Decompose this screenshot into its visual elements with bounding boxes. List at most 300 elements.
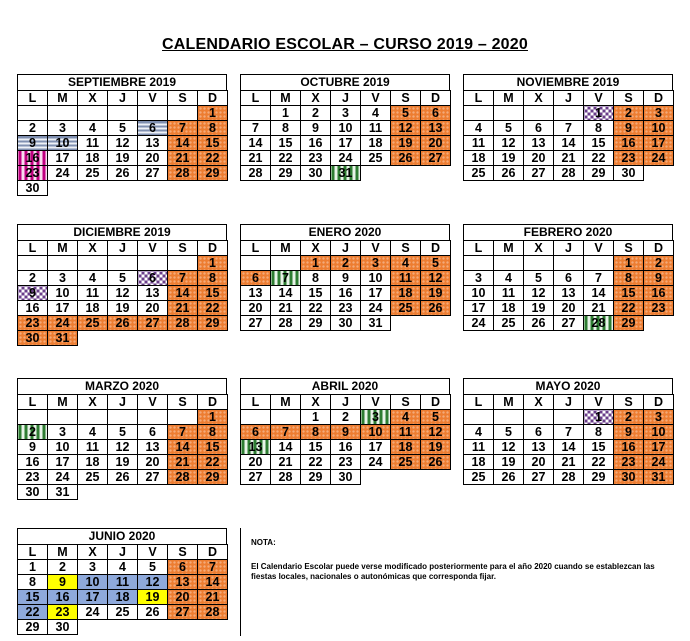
day-cell: 8 xyxy=(584,121,614,136)
day-cell: 2 xyxy=(301,106,331,121)
weekday-header: L xyxy=(241,395,271,410)
day-cell: 10 xyxy=(644,121,674,136)
week-row xyxy=(464,440,674,455)
day-cell: 6 xyxy=(241,271,271,286)
day-cell: 21 xyxy=(554,151,584,166)
day-cell: 23 xyxy=(644,301,674,316)
empty-cell xyxy=(644,316,674,331)
day-cell: 17 xyxy=(464,301,494,316)
day-cell: 11 xyxy=(391,271,421,286)
week-row xyxy=(464,425,674,440)
month-may xyxy=(463,378,673,485)
weekday-header-row xyxy=(464,241,674,256)
month-grid xyxy=(463,90,674,181)
day-cell: 29 xyxy=(198,316,228,331)
day-cell: 13 xyxy=(524,440,554,455)
day-cell: 12 xyxy=(494,440,524,455)
empty-cell xyxy=(421,470,451,485)
weekday-header: J xyxy=(108,241,138,256)
day-cell: 22 xyxy=(271,151,301,166)
day-cell: 17 xyxy=(361,440,391,455)
week-row xyxy=(18,166,228,181)
empty-cell xyxy=(554,106,584,121)
weekday-header: M xyxy=(48,241,78,256)
day-cell: 6 xyxy=(524,425,554,440)
day-cell: 2 xyxy=(18,425,48,440)
weekday-header: X xyxy=(78,545,108,560)
week-row xyxy=(241,316,451,331)
day-cell: 18 xyxy=(78,455,108,470)
empty-cell xyxy=(78,485,108,500)
empty-cell xyxy=(644,166,674,181)
day-cell: 3 xyxy=(644,410,674,425)
day-cell: 27 xyxy=(554,316,584,331)
weekday-header: D xyxy=(421,241,451,256)
weekday-header: V xyxy=(138,241,168,256)
weekday-header-row xyxy=(18,545,228,560)
month-february xyxy=(463,224,673,331)
day-cell: 20 xyxy=(554,301,584,316)
day-cell: 6 xyxy=(241,425,271,440)
day-cell: 5 xyxy=(138,560,168,575)
day-cell: 11 xyxy=(78,136,108,151)
note-divider xyxy=(240,528,241,636)
weekday-header: D xyxy=(644,395,674,410)
day-cell: 26 xyxy=(494,166,524,181)
day-cell: 4 xyxy=(78,271,108,286)
week-row xyxy=(464,470,674,485)
day-cell: 19 xyxy=(108,301,138,316)
day-cell: 18 xyxy=(361,136,391,151)
empty-cell xyxy=(391,316,421,331)
day-cell: 10 xyxy=(48,136,78,151)
day-cell: 4 xyxy=(391,410,421,425)
month-april xyxy=(240,378,450,485)
weekday-header-row xyxy=(241,241,451,256)
day-cell: 18 xyxy=(78,151,108,166)
day-cell: 12 xyxy=(524,286,554,301)
empty-cell xyxy=(584,256,614,271)
empty-cell xyxy=(391,166,421,181)
empty-cell xyxy=(108,485,138,500)
day-cell: 4 xyxy=(464,425,494,440)
day-cell: 20 xyxy=(138,301,168,316)
empty-cell xyxy=(198,485,228,500)
day-cell: 9 xyxy=(48,575,78,590)
day-cell: 10 xyxy=(361,271,391,286)
empty-cell xyxy=(494,106,524,121)
day-cell: 18 xyxy=(464,455,494,470)
day-cell: 5 xyxy=(108,121,138,136)
day-cell: 24 xyxy=(644,455,674,470)
month-title: FEBRERO 2020 xyxy=(463,224,673,240)
weekday-header: X xyxy=(301,395,331,410)
day-cell: 22 xyxy=(18,605,48,620)
empty-cell xyxy=(108,331,138,346)
weekday-header: S xyxy=(614,241,644,256)
week-row xyxy=(241,301,451,316)
day-cell: 20 xyxy=(421,136,451,151)
day-cell: 10 xyxy=(331,121,361,136)
day-cell: 8 xyxy=(584,425,614,440)
day-cell: 2 xyxy=(18,121,48,136)
day-cell: 9 xyxy=(18,286,48,301)
day-cell: 24 xyxy=(644,151,674,166)
month-title: ENERO 2020 xyxy=(240,224,450,240)
day-cell: 3 xyxy=(48,121,78,136)
day-cell: 27 xyxy=(421,151,451,166)
empty-cell xyxy=(271,256,301,271)
day-cell: 30 xyxy=(18,181,48,196)
day-cell: 31 xyxy=(331,166,361,181)
day-cell: 23 xyxy=(331,301,361,316)
weekday-header: X xyxy=(78,395,108,410)
day-cell: 18 xyxy=(391,286,421,301)
empty-cell xyxy=(494,410,524,425)
day-cell: 27 xyxy=(138,166,168,181)
day-cell: 16 xyxy=(614,136,644,151)
day-cell: 28 xyxy=(168,166,198,181)
empty-cell xyxy=(168,256,198,271)
week-row xyxy=(18,410,228,425)
day-cell: 26 xyxy=(494,470,524,485)
weekday-header: L xyxy=(464,91,494,106)
day-cell: 18 xyxy=(391,440,421,455)
weekday-header: M xyxy=(271,91,301,106)
day-cell: 16 xyxy=(331,286,361,301)
day-cell: 31 xyxy=(644,470,674,485)
day-cell: 7 xyxy=(554,121,584,136)
day-cell: 20 xyxy=(138,455,168,470)
week-row xyxy=(18,286,228,301)
weekday-header: S xyxy=(168,241,198,256)
week-row xyxy=(18,256,228,271)
empty-cell xyxy=(48,181,78,196)
empty-cell xyxy=(464,256,494,271)
month-january xyxy=(240,224,450,331)
week-row xyxy=(464,316,674,331)
month-grid xyxy=(240,90,451,181)
day-cell: 29 xyxy=(198,166,228,181)
weekday-header: M xyxy=(494,91,524,106)
week-row xyxy=(18,605,228,620)
day-cell: 11 xyxy=(108,575,138,590)
day-cell: 6 xyxy=(138,425,168,440)
day-cell: 1 xyxy=(198,106,228,121)
empty-cell xyxy=(138,181,168,196)
day-cell: 3 xyxy=(78,560,108,575)
day-cell: 5 xyxy=(391,106,421,121)
day-cell: 13 xyxy=(241,286,271,301)
week-row xyxy=(241,425,451,440)
day-cell: 2 xyxy=(331,410,361,425)
day-cell: 29 xyxy=(301,470,331,485)
day-cell: 12 xyxy=(108,286,138,301)
empty-cell xyxy=(138,331,168,346)
day-cell: 12 xyxy=(494,136,524,151)
day-cell: 22 xyxy=(301,455,331,470)
day-cell: 28 xyxy=(584,316,614,331)
week-row xyxy=(18,271,228,286)
day-cell: 24 xyxy=(361,301,391,316)
week-row xyxy=(241,136,451,151)
day-cell: 27 xyxy=(524,166,554,181)
weekday-header-row xyxy=(18,91,228,106)
empty-cell xyxy=(78,331,108,346)
day-cell: 11 xyxy=(361,121,391,136)
weekday-header: M xyxy=(494,395,524,410)
day-cell: 7 xyxy=(168,425,198,440)
empty-cell xyxy=(78,410,108,425)
day-cell: 30 xyxy=(48,620,78,635)
week-row xyxy=(464,166,674,181)
day-cell: 30 xyxy=(614,166,644,181)
weekday-header: D xyxy=(198,395,228,410)
day-cell: 13 xyxy=(421,121,451,136)
day-cell: 1 xyxy=(198,256,228,271)
day-cell: 20 xyxy=(138,151,168,166)
day-cell: 12 xyxy=(421,271,451,286)
empty-cell xyxy=(421,166,451,181)
week-row xyxy=(18,331,228,346)
week-row xyxy=(241,455,451,470)
weekday-header: V xyxy=(138,91,168,106)
day-cell: 21 xyxy=(554,455,584,470)
weekday-header-row xyxy=(464,395,674,410)
day-cell: 29 xyxy=(584,166,614,181)
day-cell: 8 xyxy=(301,425,331,440)
day-cell: 15 xyxy=(198,286,228,301)
empty-cell xyxy=(138,485,168,500)
day-cell: 16 xyxy=(644,286,674,301)
empty-cell xyxy=(48,256,78,271)
week-row xyxy=(241,121,451,136)
week-row xyxy=(18,440,228,455)
day-cell: 1 xyxy=(198,410,228,425)
empty-cell xyxy=(78,106,108,121)
day-cell: 12 xyxy=(108,440,138,455)
day-cell: 28 xyxy=(554,166,584,181)
empty-cell xyxy=(524,106,554,121)
day-cell: 29 xyxy=(614,316,644,331)
week-row xyxy=(241,256,451,271)
month-grid xyxy=(17,394,228,500)
day-cell: 12 xyxy=(391,121,421,136)
weekday-header: J xyxy=(331,395,361,410)
day-cell: 9 xyxy=(18,440,48,455)
day-cell: 10 xyxy=(48,440,78,455)
week-row xyxy=(18,106,228,121)
day-cell: 26 xyxy=(108,470,138,485)
weekday-header: J xyxy=(554,241,584,256)
day-cell: 10 xyxy=(48,286,78,301)
week-row xyxy=(464,286,674,301)
day-cell: 7 xyxy=(271,425,301,440)
week-row xyxy=(464,106,674,121)
day-cell: 22 xyxy=(198,455,228,470)
weekday-header: S xyxy=(391,395,421,410)
day-cell: 10 xyxy=(464,286,494,301)
weekday-header: L xyxy=(241,91,271,106)
weekday-header: X xyxy=(78,91,108,106)
week-row xyxy=(241,440,451,455)
day-cell: 26 xyxy=(524,316,554,331)
month-grid xyxy=(240,240,451,331)
day-cell: 30 xyxy=(331,316,361,331)
week-row xyxy=(241,166,451,181)
day-cell: 29 xyxy=(18,620,48,635)
weekday-header: V xyxy=(361,91,391,106)
day-cell: 14 xyxy=(271,286,301,301)
day-cell: 3 xyxy=(464,271,494,286)
day-cell: 15 xyxy=(198,440,228,455)
day-cell: 28 xyxy=(271,470,301,485)
day-cell: 25 xyxy=(391,455,421,470)
day-cell: 23 xyxy=(331,455,361,470)
day-cell: 20 xyxy=(168,590,198,605)
day-cell: 11 xyxy=(78,286,108,301)
day-cell: 4 xyxy=(464,121,494,136)
month-title: MARZO 2020 xyxy=(17,378,227,394)
weekday-header: V xyxy=(584,241,614,256)
day-cell: 11 xyxy=(78,440,108,455)
weekday-header: L xyxy=(464,241,494,256)
day-cell: 5 xyxy=(421,256,451,271)
day-cell: 22 xyxy=(301,301,331,316)
day-cell: 16 xyxy=(614,440,644,455)
day-cell: 28 xyxy=(271,316,301,331)
empty-cell xyxy=(168,485,198,500)
day-cell: 2 xyxy=(331,256,361,271)
month-october xyxy=(240,74,450,181)
weekday-header: M xyxy=(271,395,301,410)
day-cell: 22 xyxy=(584,455,614,470)
weekday-header: V xyxy=(584,395,614,410)
week-row xyxy=(241,286,451,301)
month-title: MAYO 2020 xyxy=(463,378,673,394)
empty-cell xyxy=(464,410,494,425)
day-cell: 25 xyxy=(78,316,108,331)
day-cell: 9 xyxy=(18,136,48,151)
day-cell: 19 xyxy=(108,455,138,470)
day-cell: 2 xyxy=(614,106,644,121)
weekday-header: D xyxy=(198,91,228,106)
day-cell: 11 xyxy=(464,136,494,151)
day-cell: 6 xyxy=(421,106,451,121)
day-cell: 16 xyxy=(18,301,48,316)
day-cell: 25 xyxy=(361,151,391,166)
weekday-header: M xyxy=(48,395,78,410)
week-row xyxy=(18,121,228,136)
empty-cell xyxy=(78,620,108,635)
day-cell: 13 xyxy=(138,440,168,455)
day-cell: 8 xyxy=(614,271,644,286)
day-cell: 5 xyxy=(524,271,554,286)
day-cell: 19 xyxy=(494,455,524,470)
weekday-header-row xyxy=(464,91,674,106)
day-cell: 8 xyxy=(271,121,301,136)
month-title: DICIEMBRE 2019 xyxy=(17,224,227,240)
week-row xyxy=(241,271,451,286)
weekday-header: V xyxy=(138,545,168,560)
weekday-header: L xyxy=(18,545,48,560)
day-cell: 13 xyxy=(138,136,168,151)
day-cell: 31 xyxy=(48,331,78,346)
weekday-header: S xyxy=(168,395,198,410)
weekday-header: X xyxy=(524,91,554,106)
day-cell: 23 xyxy=(614,151,644,166)
day-cell: 24 xyxy=(48,166,78,181)
day-cell: 13 xyxy=(168,575,198,590)
day-cell: 31 xyxy=(48,485,78,500)
day-cell: 6 xyxy=(554,271,584,286)
month-june xyxy=(17,528,227,635)
day-cell: 1 xyxy=(271,106,301,121)
day-cell: 23 xyxy=(18,470,48,485)
day-cell: 6 xyxy=(168,560,198,575)
day-cell: 5 xyxy=(494,121,524,136)
day-cell: 8 xyxy=(198,425,228,440)
empty-cell xyxy=(198,181,228,196)
empty-cell xyxy=(241,256,271,271)
month-november xyxy=(463,74,673,181)
month-march xyxy=(17,378,227,500)
day-cell: 24 xyxy=(48,316,78,331)
weekday-header: J xyxy=(331,91,361,106)
day-cell: 1 xyxy=(614,256,644,271)
day-cell: 6 xyxy=(524,121,554,136)
empty-cell xyxy=(138,410,168,425)
empty-cell xyxy=(554,410,584,425)
day-cell: 12 xyxy=(138,575,168,590)
day-cell: 19 xyxy=(108,151,138,166)
note-text: El Calendario Escolar puede verse modificado posteriormente para el año 2020 cuando se establezcan las fiestas locales, nacionales o autonómicas que corresponda fijar. xyxy=(251,562,655,581)
empty-cell xyxy=(271,410,301,425)
week-row xyxy=(464,151,674,166)
day-cell: 13 xyxy=(554,286,584,301)
day-cell: 18 xyxy=(464,151,494,166)
day-cell: 25 xyxy=(78,166,108,181)
day-cell: 14 xyxy=(241,136,271,151)
empty-cell xyxy=(361,470,391,485)
day-cell: 11 xyxy=(391,425,421,440)
day-cell: 26 xyxy=(108,166,138,181)
day-cell: 7 xyxy=(168,271,198,286)
day-cell: 30 xyxy=(331,470,361,485)
empty-cell xyxy=(361,166,391,181)
empty-cell xyxy=(108,106,138,121)
empty-cell xyxy=(494,256,524,271)
day-cell: 3 xyxy=(48,271,78,286)
weekday-header: V xyxy=(361,395,391,410)
day-cell: 27 xyxy=(524,470,554,485)
day-cell: 10 xyxy=(644,425,674,440)
day-cell: 24 xyxy=(331,151,361,166)
day-cell: 18 xyxy=(494,301,524,316)
day-cell: 24 xyxy=(78,605,108,620)
week-row xyxy=(18,590,228,605)
day-cell: 9 xyxy=(614,121,644,136)
day-cell: 12 xyxy=(421,425,451,440)
day-cell: 14 xyxy=(168,286,198,301)
day-cell: 26 xyxy=(138,605,168,620)
day-cell: 2 xyxy=(614,410,644,425)
day-cell: 11 xyxy=(464,440,494,455)
day-cell: 15 xyxy=(301,440,331,455)
day-cell: 2 xyxy=(644,256,674,271)
week-row xyxy=(241,410,451,425)
weekday-header-row xyxy=(18,395,228,410)
